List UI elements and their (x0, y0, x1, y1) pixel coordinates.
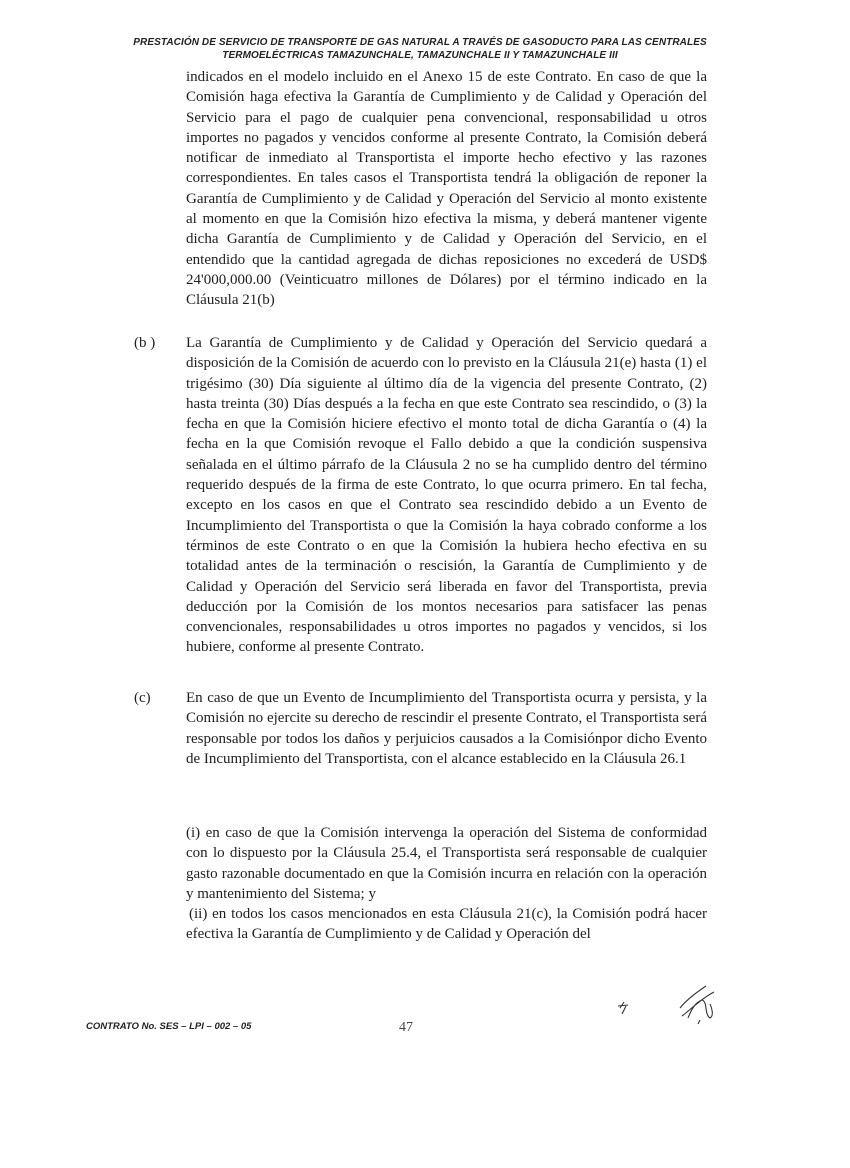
contract-number: CONTRATO No. SES – LPI – 002 – 05 (86, 1021, 252, 1032)
paragraph-b: La Garantía de Cumplimiento y de Calidad y Operación del Servicio quedará a disposición de la Comisión de acuerdo con lo previsto en la Cláusula 21(e) hasta (1) el trigésimo (30) Día siguiente al último día de la vigencia del presente Contrato, (2) hasta treinta (30) Días después a la fecha en que este Contrato sea rescindido, o (3) la fecha en que la Comisión hiciere efectivo el monto total de dicha Garantía o (4) la fecha en la que Comisión revoque el Fallo debido a que la condición suspensiva señalada en el último párrafo de la Cláusula 2 no se ha cumplido dentro del término requerido después de la firma de este Contrato, lo que ocurra primero. En tal fecha, excepto en los casos en que el Contrato sea rescindido debido a un Evento de Incumplimiento del Transportista o que la Comisión la haya cobrado conforme a los términos de este Contrato o en que la Comisión la hubiera hecho efectiva en su totalidad antes de la terminación o rescisión, la Garantía de Cumplimiento y de Calidad y Operación del Servicio será liberada en favor del Transportista, previa deducción por la Comisión de los montos necesarios para satisfacer las penas convencionales, responsabilidades u otros importes no pagados y vencidos, si los hubiere, conforme al presente Contrato. (186, 335, 707, 656)
paragraph-c: En caso de que un Evento de Incumplimiento del Transportista ocurra y persista, y la Comisión no ejercite su derecho de rescindir el presente Contrato, el Transportista será responsable por todos los daños y perjuicios causados a la Comisiónpor dicho Evento de Incumplimiento del Transportista, con el alcance establecido en la Cláusula 26.1 (186, 690, 707, 767)
header-line-1: PRESTACIÓN DE SERVICIO DE TRANSPORTE DE GAS NATURAL A TRAVÉS DE GASODUCTO PARA LAS CENTRALES (133, 37, 707, 48)
subparagraph-c-i: (i) en caso de que la Comisión intervenga la operación del Sistema de conformidad con lo dispuesto por la Cláusula 25.4, el Transportista será responsable de cualquier gasto razonable documentado en que la Comisión incurra en relación con la operación y mantenimiento del Sistema; y (186, 825, 707, 902)
paragraph-continuation: indicados en el modelo incluido en el Anexo 15 de este Contrato. En caso de que la Comisión haga efectiva la Garantía de Cumplimiento y de Calidad y Operación del Servicio para el pago de cualquier pena convencional, responsabilidad u otros importes no pagados y vencidos conforme al presente Contrato, la Comisión deberá notificar de inmediato al Transportista el importe hecho efectivo y las razones correspondientes. En tales casos el Transportista tendrá la obligación de reponer la Garantía de Cumplimiento y de Calidad y Operación del Servicio al monto existente al momento en que la Comisión hizo efectiva la misma, y deberá mantener vigente dicha Garantía de Cumplimiento y de Calidad y Operación del Servicio, en el entendido que la cantidad agregada de dichas reposiciones no excederá de USD$ 24'000,000.00 (Veinticuatro millones de Dólares) por el término indicado en la Cláusula 21(b) (186, 69, 707, 309)
clause-label-b: (b ) (134, 335, 156, 351)
signature-initials-icon (610, 978, 740, 1038)
subparagraph-c-ii: (ii) en todos los casos mencionados en esta Cláusula 21(c), la Comisión podrá hacer efectiva la Garantía de Cumplimiento y de Calidad y Operación del (186, 906, 707, 943)
header-line-2: TERMOELÉCTRICAS TAMAZUNCHALE, TAMAZUNCHALE II Y TAMAZUNCHALE III (222, 50, 618, 61)
page-number: 47 (399, 1020, 413, 1035)
clause-label-c: (c) (134, 690, 151, 706)
document-header (80, 36, 760, 62)
